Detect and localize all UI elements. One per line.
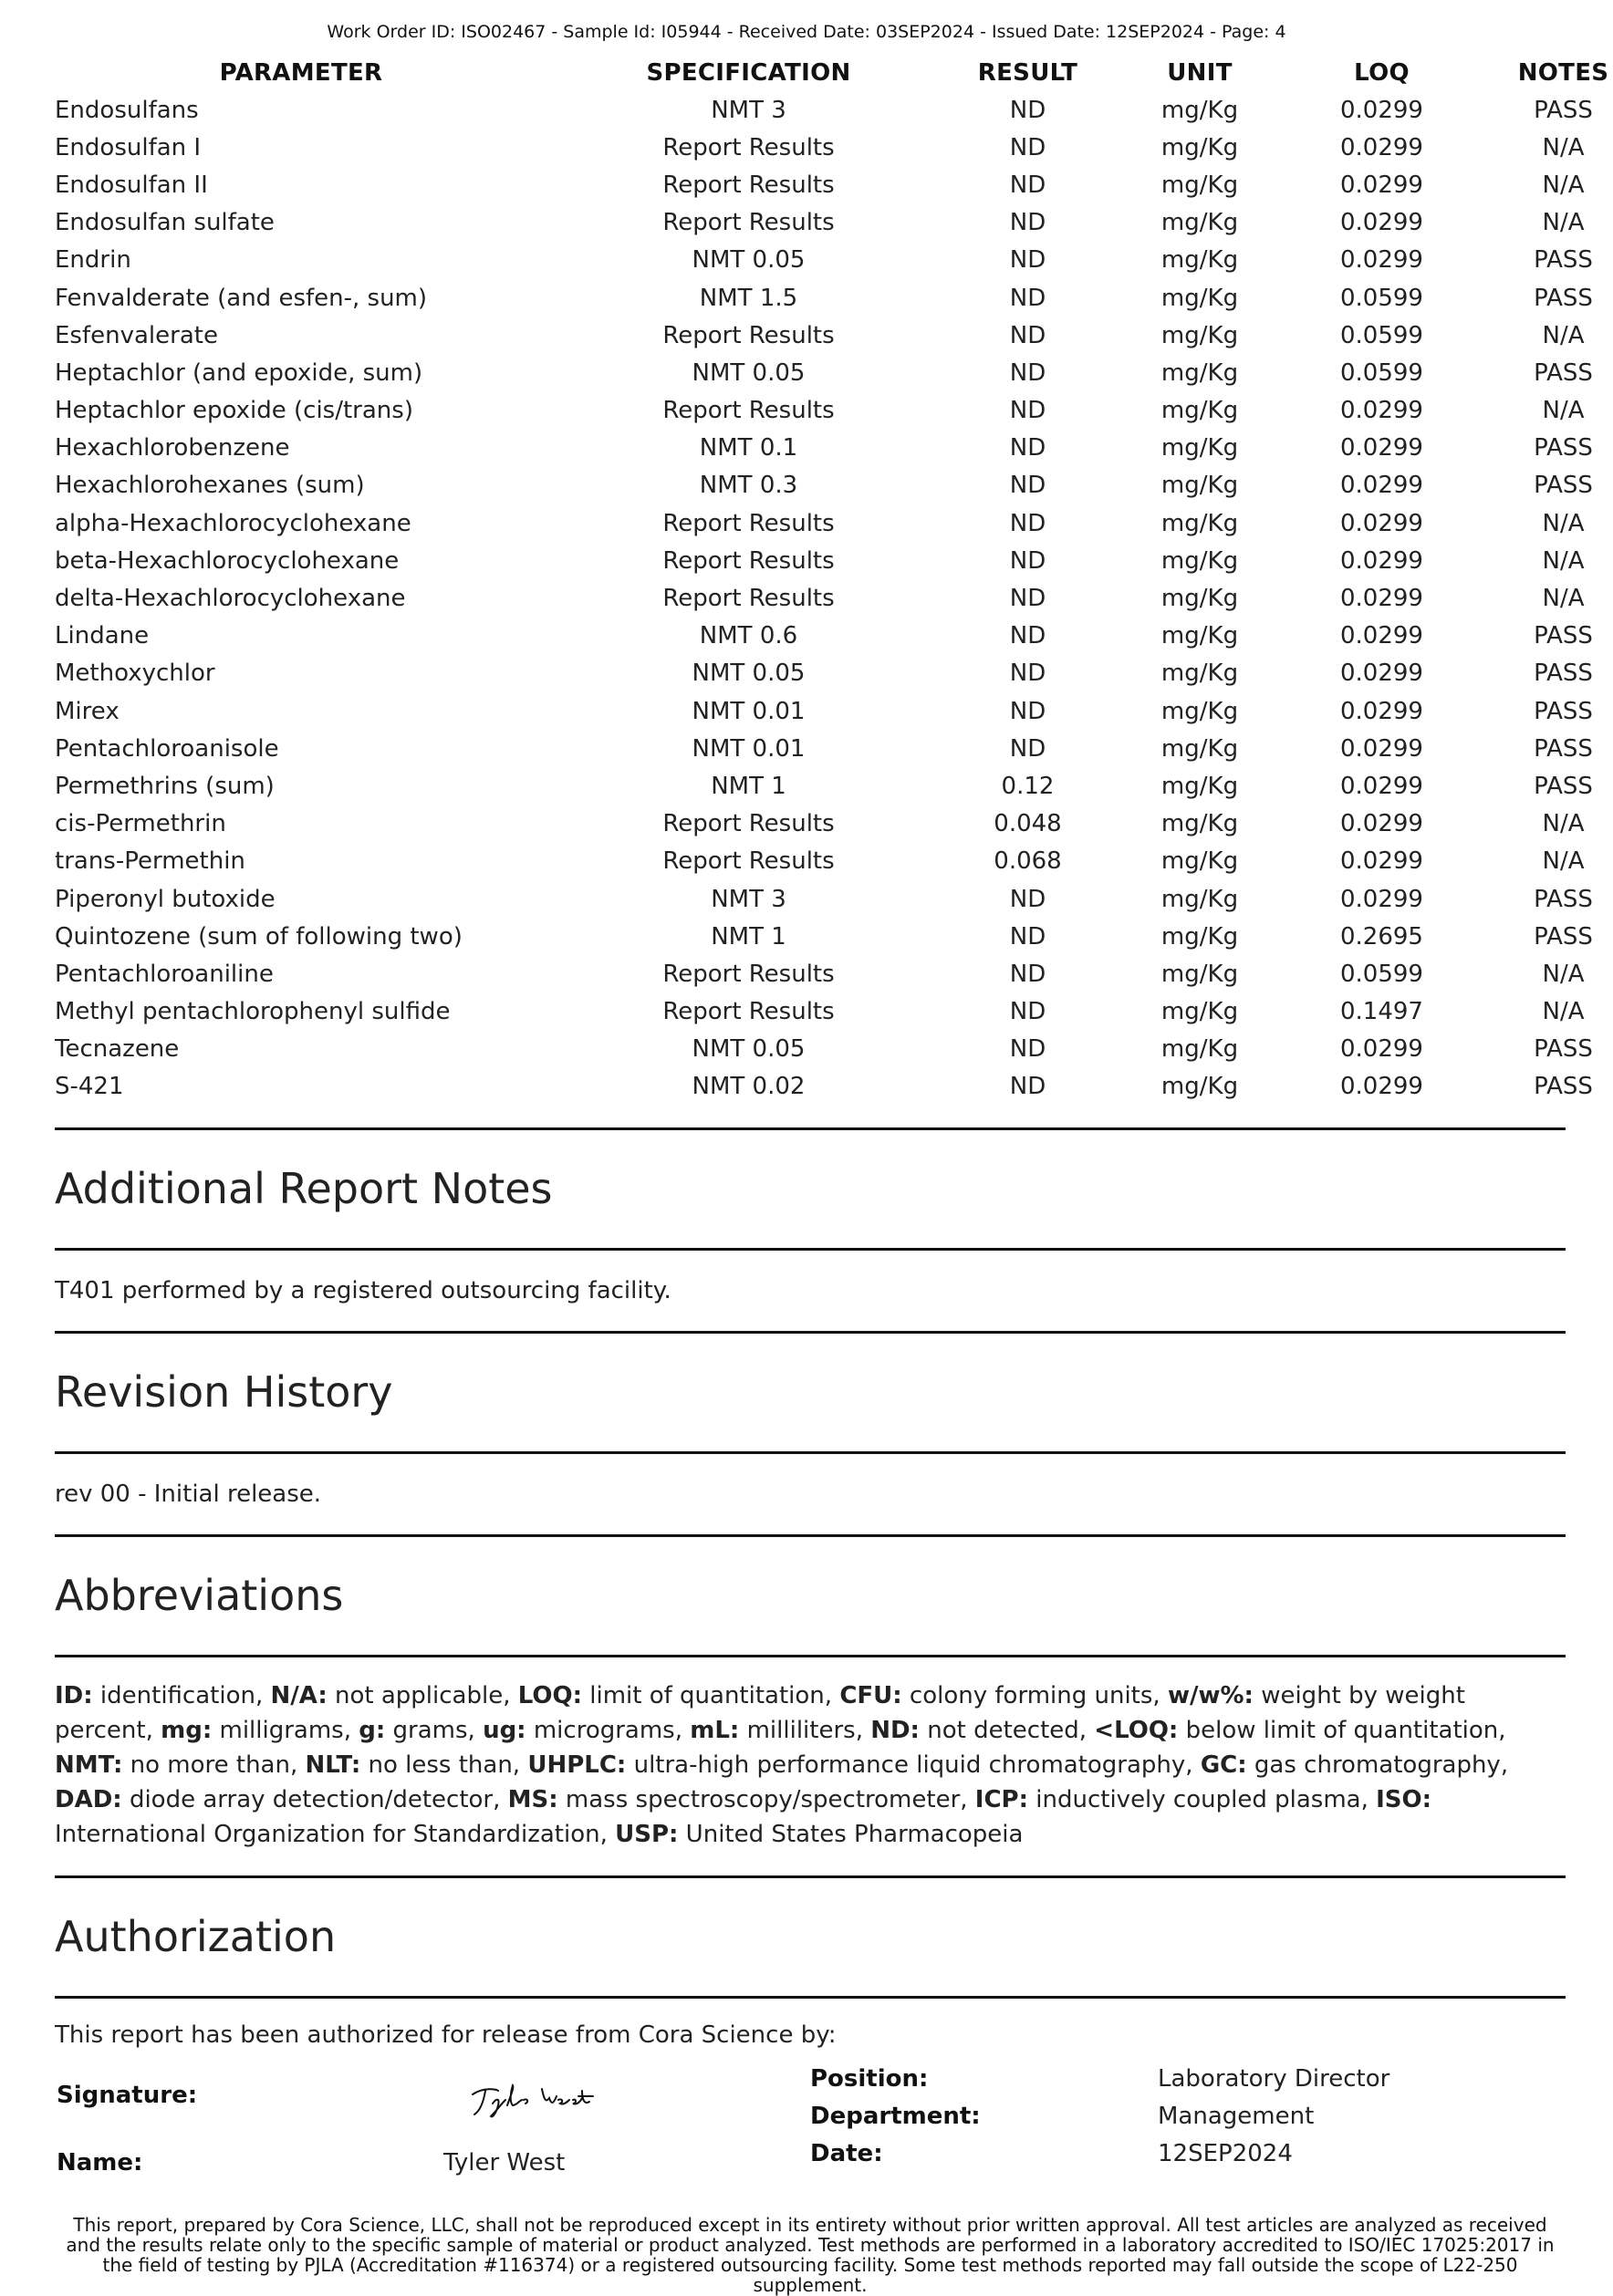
table-row: [55, 843, 1613, 880]
abbreviations-title: Abbreviations: [55, 1571, 344, 1620]
cell-loq: 0.0299: [1340, 772, 1423, 800]
cell-result: ND: [1009, 358, 1046, 387]
cell-loq: 0.0299: [1340, 434, 1423, 462]
cell-notes: N/A: [1542, 209, 1585, 237]
cell-loq: 0.0599: [1340, 358, 1423, 387]
table-row: [55, 993, 1613, 1031]
abbreviation-term: NLT:: [305, 1751, 361, 1779]
table-row: [55, 242, 1613, 279]
table-row: [55, 430, 1613, 467]
cell-parameter: Lindane: [55, 622, 150, 650]
cell-notes: PASS: [1534, 246, 1593, 275]
cell-unit: mg/Kg: [1160, 546, 1239, 575]
cell-notes: N/A: [1542, 171, 1585, 199]
cell-notes: PASS: [1534, 697, 1593, 725]
table-row: [55, 91, 1613, 129]
position-label: Position:: [810, 2065, 929, 2093]
column-header-specification: SPECIFICATION: [646, 59, 851, 87]
cell-unit: mg/Kg: [1160, 585, 1239, 613]
cell-result: ND: [1009, 171, 1046, 199]
abbreviation-definition: micrograms,: [526, 1717, 691, 1744]
abbreviation-definition: weight by weight percent,: [55, 1682, 1473, 1744]
table-row: [55, 955, 1613, 992]
cell-unit: mg/Kg: [1160, 998, 1239, 1026]
cell-unit: mg/Kg: [1160, 509, 1239, 537]
abbreviation-definition: identification,: [92, 1682, 271, 1709]
abbreviation-term: ND:: [870, 1717, 920, 1744]
table-row: [55, 542, 1613, 579]
cell-result: ND: [1009, 546, 1046, 575]
cell-notes: N/A: [1542, 546, 1585, 575]
cell-notes: N/A: [1542, 133, 1585, 161]
table-row: [55, 129, 1613, 166]
cell-unit: mg/Kg: [1160, 885, 1239, 913]
cell-notes: N/A: [1542, 397, 1585, 425]
cell-specification: Report Results: [662, 960, 835, 988]
cell-result: ND: [1009, 133, 1046, 161]
abbreviation-term: DAD:: [55, 1786, 122, 1813]
cell-notes: PASS: [1534, 885, 1593, 913]
table-row: [55, 354, 1613, 391]
cell-parameter: Endosulfan II: [55, 171, 208, 199]
cell-result: 0.12: [1001, 772, 1055, 800]
cell-specification: Report Results: [662, 209, 835, 237]
table-row: [55, 166, 1613, 203]
footer-disclaimer: This report, prepared by Cora Science, LLC, shall not be reproduced except in its entirety without prior written approval. All test articles are analyzed as received and the results relate only to the specific sample of material or product analyzed. Test methods are performed in a laboratory accredited to ISO/IEC 17025:2017 in the field of testing by PJLA (Accreditation #116374) or a registered outsourcing facility. Some test methods reported may fall outside the scope of L22-250 supplement.: [66, 2214, 1555, 2296]
cell-parameter: Heptachlor epoxide (cis/trans): [55, 397, 413, 425]
cell-parameter: Quintozene (sum of following two): [55, 922, 463, 951]
cell-result: ND: [1009, 472, 1046, 500]
abbreviation-term: ISO:: [1376, 1786, 1432, 1813]
cell-unit: mg/Kg: [1160, 96, 1239, 124]
divider: [55, 1875, 1566, 1878]
cell-unit: mg/Kg: [1160, 171, 1239, 199]
cell-specification: Report Results: [662, 397, 835, 425]
name-label: Name:: [57, 2149, 143, 2177]
abbreviation-term: mL:: [690, 1717, 740, 1744]
cell-notes: PASS: [1534, 660, 1593, 688]
cell-unit: mg/Kg: [1160, 922, 1239, 951]
cell-parameter: Permethrins (sum): [55, 772, 275, 800]
cell-specification: NMT 0.6: [699, 622, 798, 650]
cell-loq: 0.0299: [1340, 885, 1423, 913]
signature-image: [465, 2078, 602, 2124]
cell-unit: mg/Kg: [1160, 209, 1239, 237]
table-row: [55, 204, 1613, 242]
cell-parameter: Endosulfans: [55, 96, 199, 124]
cell-notes: PASS: [1534, 1035, 1593, 1064]
table-row: [55, 692, 1613, 730]
cell-unit: mg/Kg: [1160, 246, 1239, 275]
cell-unit: mg/Kg: [1160, 660, 1239, 688]
cell-specification: NMT 1: [711, 772, 786, 800]
cell-loq: 0.0299: [1340, 96, 1423, 124]
divider: [55, 1331, 1566, 1334]
cell-parameter: beta-Hexachlorocyclohexane: [55, 546, 400, 575]
cell-parameter: delta-Hexachlorocyclohexane: [55, 585, 406, 613]
cell-notes: N/A: [1542, 585, 1585, 613]
cell-unit: mg/Kg: [1160, 321, 1239, 349]
table-row: [55, 579, 1613, 617]
cell-specification: Report Results: [662, 133, 835, 161]
cell-parameter: Endrin: [55, 246, 131, 275]
cell-loq: 0.1497: [1340, 998, 1423, 1026]
cell-loq: 0.0299: [1340, 734, 1423, 763]
cell-notes: PASS: [1534, 284, 1593, 312]
abbreviation-term: LOQ:: [517, 1682, 582, 1709]
cell-specification: NMT 3: [711, 885, 786, 913]
table-row: [55, 880, 1613, 918]
cell-specification: NMT 0.3: [699, 472, 798, 500]
cell-loq: 0.2695: [1340, 922, 1423, 951]
abbreviation-definition: not detected,: [919, 1717, 1095, 1744]
abbreviation-term: w/w%:: [1167, 1682, 1254, 1709]
cell-parameter: Tecnazene: [55, 1035, 180, 1064]
cell-result: ND: [1009, 284, 1046, 312]
cell-parameter: Hexachlorohexanes (sum): [55, 472, 365, 500]
abbreviation-definition: diode array detection/detector,: [121, 1786, 508, 1813]
position-value: Laboratory Director: [1158, 2065, 1390, 2093]
abbreviation-term: ug:: [483, 1717, 526, 1744]
cell-loq: 0.0299: [1340, 472, 1423, 500]
abbreviations-text: [55, 1678, 1560, 1852]
table-header-row: [55, 55, 1613, 91]
cell-result: ND: [1009, 1035, 1046, 1064]
cell-specification: Report Results: [662, 585, 835, 613]
cell-specification: NMT 0.05: [692, 246, 806, 275]
abbreviation-term: g:: [359, 1717, 386, 1744]
cell-result: ND: [1009, 1073, 1046, 1101]
abbreviation-definition: milliliters,: [739, 1717, 871, 1744]
cell-loq: 0.0299: [1340, 622, 1423, 650]
abbreviation-term: NMT:: [55, 1751, 123, 1779]
cell-parameter: trans-Permethin: [55, 847, 245, 876]
cell-parameter: Heptachlor (and epoxide, sum): [55, 358, 423, 387]
cell-parameter: Fenvalderate (and esfen-, sum): [55, 284, 428, 312]
abbreviation-definition: ultra-high performance liquid chromatography,: [626, 1751, 1201, 1779]
cell-unit: mg/Kg: [1160, 847, 1239, 876]
cell-specification: NMT 0.02: [692, 1073, 806, 1101]
cell-parameter: cis-Permethrin: [55, 810, 226, 838]
abbreviation-definition: inductively coupled plasma,: [1028, 1786, 1377, 1813]
cell-result: 0.068: [994, 847, 1062, 876]
cell-result: ND: [1009, 998, 1046, 1026]
abbreviation-definition: no more than,: [122, 1751, 306, 1779]
cell-result: ND: [1009, 922, 1046, 951]
cell-unit: mg/Kg: [1160, 434, 1239, 462]
cell-result: ND: [1009, 660, 1046, 688]
cell-loq: 0.0299: [1340, 1035, 1423, 1064]
divider: [55, 1534, 1566, 1537]
cell-result: ND: [1009, 585, 1046, 613]
cell-result: ND: [1009, 321, 1046, 349]
column-header-loq: LOQ: [1354, 59, 1410, 87]
cell-notes: N/A: [1542, 998, 1585, 1026]
cell-specification: Report Results: [662, 171, 835, 199]
cell-unit: mg/Kg: [1160, 697, 1239, 725]
cell-result: ND: [1009, 509, 1046, 537]
cell-notes: PASS: [1534, 734, 1593, 763]
revision-title: Revision History: [55, 1367, 393, 1417]
notes-title: Additional Report Notes: [55, 1164, 553, 1213]
cell-parameter: Methoxychlor: [55, 660, 215, 688]
cell-unit: mg/Kg: [1160, 772, 1239, 800]
cell-unit: mg/Kg: [1160, 397, 1239, 425]
cell-specification: Report Results: [662, 546, 835, 575]
cell-parameter: Piperonyl butoxide: [55, 885, 276, 913]
cell-specification: NMT 0.1: [699, 434, 798, 462]
cell-parameter: Esfenvalerate: [55, 321, 218, 349]
cell-result: ND: [1009, 960, 1046, 988]
cell-loq: 0.0299: [1340, 1073, 1423, 1101]
cell-loq: 0.0299: [1340, 847, 1423, 876]
cell-loq: 0.0299: [1340, 509, 1423, 537]
cell-loq: 0.0299: [1340, 546, 1423, 575]
cell-notes: PASS: [1534, 772, 1593, 800]
cell-specification: Report Results: [662, 321, 835, 349]
table-row: [55, 918, 1613, 955]
cell-notes: PASS: [1534, 622, 1593, 650]
abbreviation-definition: colony forming units,: [901, 1682, 1168, 1709]
table-row: [55, 279, 1613, 317]
cell-specification: Report Results: [662, 847, 835, 876]
divider: [55, 1655, 1566, 1657]
cell-specification: Report Results: [662, 810, 835, 838]
page-header: Work Order ID: ISO02467 - Sample Id: I05944 - Received Date: 03SEP2024 - Issued Date: 12SEP2024 - Page: 4: [327, 22, 1286, 42]
table-row: [55, 317, 1613, 354]
abbreviation-definition: gas chromatography,: [1246, 1751, 1516, 1779]
cell-unit: mg/Kg: [1160, 472, 1239, 500]
notes-text: T401 performed by a registered outsourcing facility.: [55, 1277, 671, 1304]
divider: [55, 1996, 1566, 1999]
results-body: [55, 91, 1613, 1106]
cell-unit: mg/Kg: [1160, 810, 1239, 838]
cell-parameter: Endosulfan sulfate: [55, 209, 275, 237]
cell-notes: PASS: [1534, 96, 1593, 124]
divider: [55, 1248, 1566, 1251]
divider: [55, 1451, 1566, 1454]
cell-result: ND: [1009, 434, 1046, 462]
cell-unit: mg/Kg: [1160, 133, 1239, 161]
cell-loq: 0.0299: [1340, 697, 1423, 725]
cell-result: ND: [1009, 697, 1046, 725]
abbreviation-term: ID:: [55, 1682, 93, 1709]
cell-unit: mg/Kg: [1160, 358, 1239, 387]
cell-result: ND: [1009, 622, 1046, 650]
cell-parameter: Pentachloroanisole: [55, 734, 279, 763]
cell-loq: 0.0299: [1340, 171, 1423, 199]
department-label: Department:: [810, 2103, 981, 2130]
cell-unit: mg/Kg: [1160, 734, 1239, 763]
cell-parameter: Pentachloroaniline: [55, 960, 274, 988]
cell-loq: 0.0299: [1340, 660, 1423, 688]
cell-parameter: Hexachlorobenzene: [55, 434, 290, 462]
table-row: [55, 467, 1613, 504]
cell-notes: N/A: [1542, 810, 1585, 838]
cell-parameter: alpha-Hexachlorocyclohexane: [55, 509, 411, 537]
cell-result: ND: [1009, 885, 1046, 913]
column-header-result: RESULT: [977, 59, 1078, 87]
cell-result: ND: [1009, 397, 1046, 425]
column-header-unit: UNIT: [1167, 59, 1233, 87]
abbreviation-term: <LOQ:: [1094, 1717, 1179, 1744]
cell-unit: mg/Kg: [1160, 1073, 1239, 1101]
cell-unit: mg/Kg: [1160, 622, 1239, 650]
revision-text: rev 00 - Initial release.: [55, 1480, 322, 1508]
cell-result: ND: [1009, 734, 1046, 763]
cell-loq: 0.0599: [1340, 284, 1423, 312]
abbreviation-term: CFU:: [839, 1682, 902, 1709]
cell-unit: mg/Kg: [1160, 284, 1239, 312]
abbreviation-term: N/A:: [270, 1682, 328, 1709]
cell-specification: NMT 0.05: [692, 1035, 806, 1064]
cell-parameter: Methyl pentachlorophenyl sulfide: [55, 998, 451, 1026]
cell-specification: NMT 3: [711, 96, 786, 124]
cell-loq: 0.0299: [1340, 585, 1423, 613]
abbreviation-definition: mass spectroscopy/spectrometer,: [557, 1786, 975, 1813]
cell-specification: NMT 0.05: [692, 660, 806, 688]
table-row: [55, 805, 1613, 843]
abbreviation-definition: limit of quantitation,: [581, 1682, 840, 1709]
cell-unit: mg/Kg: [1160, 960, 1239, 988]
cell-result: ND: [1009, 96, 1046, 124]
abbreviation-term: GC:: [1200, 1751, 1247, 1779]
cell-notes: N/A: [1542, 847, 1585, 876]
table-row: [55, 655, 1613, 692]
date-label: Date:: [810, 2140, 883, 2167]
authorization-intro: This report has been authorized for release from Cora Science by:: [55, 2021, 837, 2049]
abbreviation-term: MS:: [507, 1786, 558, 1813]
cell-notes: PASS: [1534, 358, 1593, 387]
column-header-parameter: PARAMETER: [219, 59, 383, 87]
cell-specification: Report Results: [662, 509, 835, 537]
cell-notes: PASS: [1534, 1073, 1593, 1101]
cell-loq: 0.0299: [1340, 397, 1423, 425]
cell-loq: 0.0299: [1340, 209, 1423, 237]
cell-specification: NMT 0.01: [692, 734, 806, 763]
column-header-notes: NOTES: [1517, 59, 1609, 87]
cell-result: ND: [1009, 246, 1046, 275]
table-row: [55, 1068, 1613, 1106]
authorization-title: Authorization: [55, 1912, 337, 1961]
abbreviation-definition: no less than,: [360, 1751, 528, 1779]
cell-result: ND: [1009, 209, 1046, 237]
cell-loq: 0.0599: [1340, 321, 1423, 349]
abbreviation-term: UHPLC:: [527, 1751, 627, 1779]
abbreviation-definition: United States Pharmacopeia: [678, 1821, 1024, 1848]
table-row: [55, 392, 1613, 430]
table-row: [55, 1031, 1613, 1068]
table-row: [55, 730, 1613, 767]
abbreviation-definition: below limit of quantitation,: [1178, 1717, 1514, 1744]
abbreviation-term: mg:: [161, 1717, 213, 1744]
cell-loq: 0.0299: [1340, 810, 1423, 838]
cell-specification: NMT 0.05: [692, 358, 806, 387]
cell-result: 0.048: [994, 810, 1062, 838]
cell-specification: NMT 1.5: [699, 284, 798, 312]
cell-notes: N/A: [1542, 960, 1585, 988]
abbreviation-definition: International Organization for Standardization,: [55, 1786, 1440, 1848]
date-value: 12SEP2024: [1158, 2140, 1293, 2167]
name-value: Tyler West: [443, 2149, 566, 2177]
cell-notes: PASS: [1534, 922, 1593, 951]
divider: [55, 1127, 1566, 1130]
cell-unit: mg/Kg: [1160, 1035, 1239, 1064]
cell-notes: N/A: [1542, 321, 1585, 349]
table-row: [55, 767, 1613, 805]
cell-notes: PASS: [1534, 472, 1593, 500]
cell-notes: PASS: [1534, 434, 1593, 462]
cell-loq: 0.0599: [1340, 960, 1423, 988]
cell-loq: 0.0299: [1340, 246, 1423, 275]
cell-specification: NMT 1: [711, 922, 786, 951]
cell-specification: Report Results: [662, 998, 835, 1026]
cell-parameter: Mirex: [55, 697, 120, 725]
abbreviation-term: USP:: [615, 1821, 679, 1848]
cell-specification: NMT 0.01: [692, 697, 806, 725]
cell-parameter: Endosulfan I: [55, 133, 202, 161]
table-row: [55, 504, 1613, 542]
cell-parameter: S-421: [55, 1073, 124, 1101]
abbreviation-term: ICP:: [974, 1786, 1029, 1813]
cell-loq: 0.0299: [1340, 133, 1423, 161]
signature-label: Signature:: [57, 2082, 198, 2109]
cell-notes: N/A: [1542, 509, 1585, 537]
abbreviation-definition: milligrams,: [212, 1717, 359, 1744]
department-value: Management: [1158, 2103, 1315, 2130]
abbreviation-definition: not applicable,: [327, 1682, 518, 1709]
abbreviation-definition: grams,: [385, 1717, 484, 1744]
table-row: [55, 618, 1613, 655]
results-table: [55, 55, 1613, 1106]
